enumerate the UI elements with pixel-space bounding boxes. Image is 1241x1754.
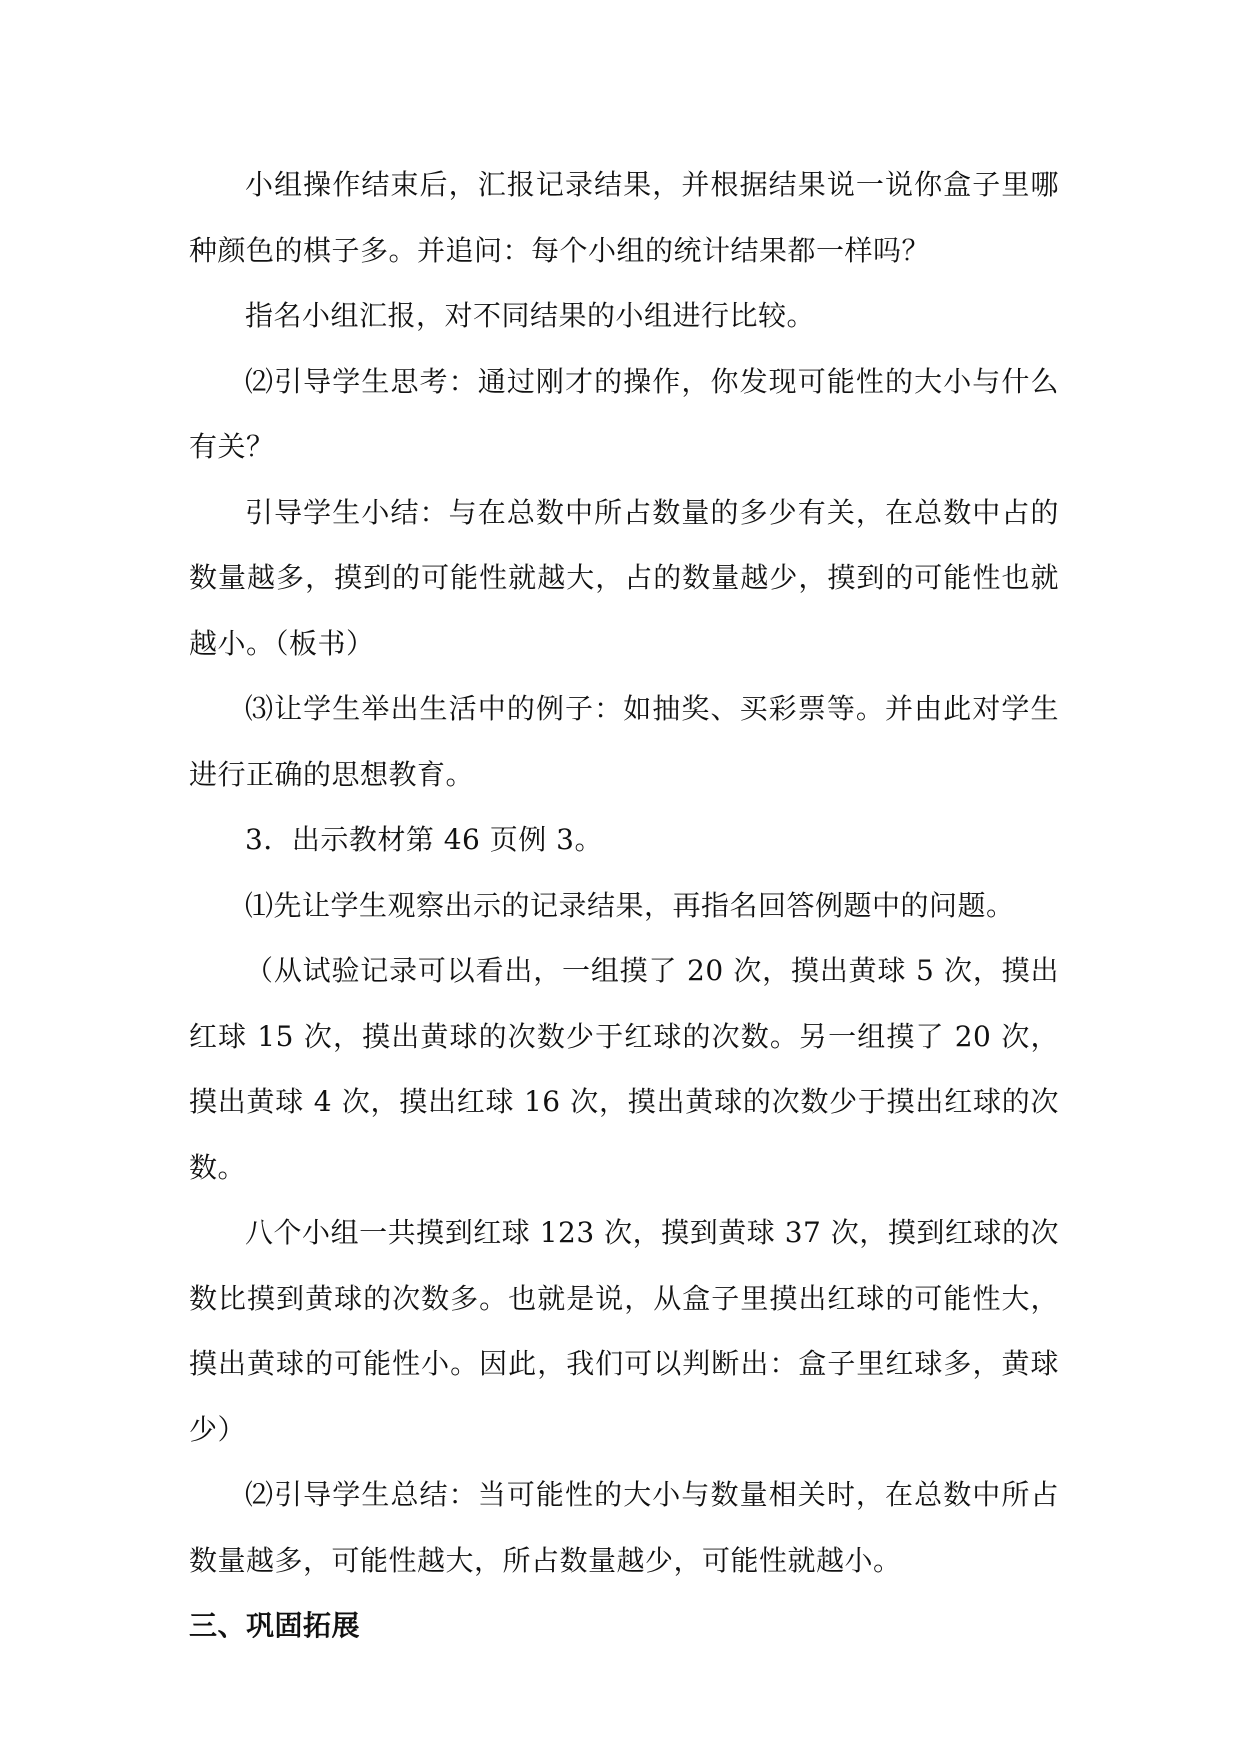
paragraph-trial-records: （从试验记录可以看出，一组摸了 20 次，摸出黄球 5 次，摸出红球 15 次，摸出黄球的次数少于红球的次数。另一组摸了 20 次，摸出黄球 4 次，摸出红球 16 次，摸出黄球的次数少于摸出红球的次数。: [189, 954, 1059, 1184]
paragraph-summary: 引导学生小结：与在总数中所占数量的多少有关，在总数中占的数量越多，摸到的可能性就越大，占的数量越少，摸到的可能性也就越小。（板书）: [189, 495, 1059, 660]
paragraph-guide-thinking: ⑵引导学生思考：通过刚才的操作，你发现可能性的大小与什么有关？: [189, 364, 1059, 463]
paragraph-eight-groups: 八个小组一共摸到红球 123 次，摸到黄球 37 次，摸到红球的次数比摸到黄球的次数多。也就是说，从盒子里摸出红球的可能性大，摸出黄球的可能性小。因此，我们可以判断出：盒子里红球多，黄球少）: [189, 1216, 1059, 1446]
paragraph-compare-groups: 指名小组汇报，对不同结果的小组进行比较。: [245, 299, 816, 332]
paragraph-observe-records: ⑴先让学生观察出示的记录结果，再指名回答例题中的问题。: [245, 888, 1015, 922]
paragraph-life-examples: ⑶让学生举出生活中的例子：如抽奖、买彩票等。并由此对学生进行正确的思想教育。: [189, 692, 1059, 791]
paragraph-group-report: 小组操作结束后，汇报记录结果，并根据结果说一说你盒子里哪种颜色的棋子多。并追问：每个小组的统计结果都一样吗？: [189, 168, 1059, 267]
paragraph-conclusion: ⑵引导学生总结：当可能性的大小与数量相关时，在总数中所占数量越多，可能性越大，所占数量越少，可能性就越小。: [189, 1478, 1059, 1577]
document-body: [189, 152, 1059, 1659]
paragraph-example-3: 3．出示教材第 46 页例 3。: [245, 823, 603, 856]
section-heading: 三、巩固拓展: [189, 1609, 361, 1642]
